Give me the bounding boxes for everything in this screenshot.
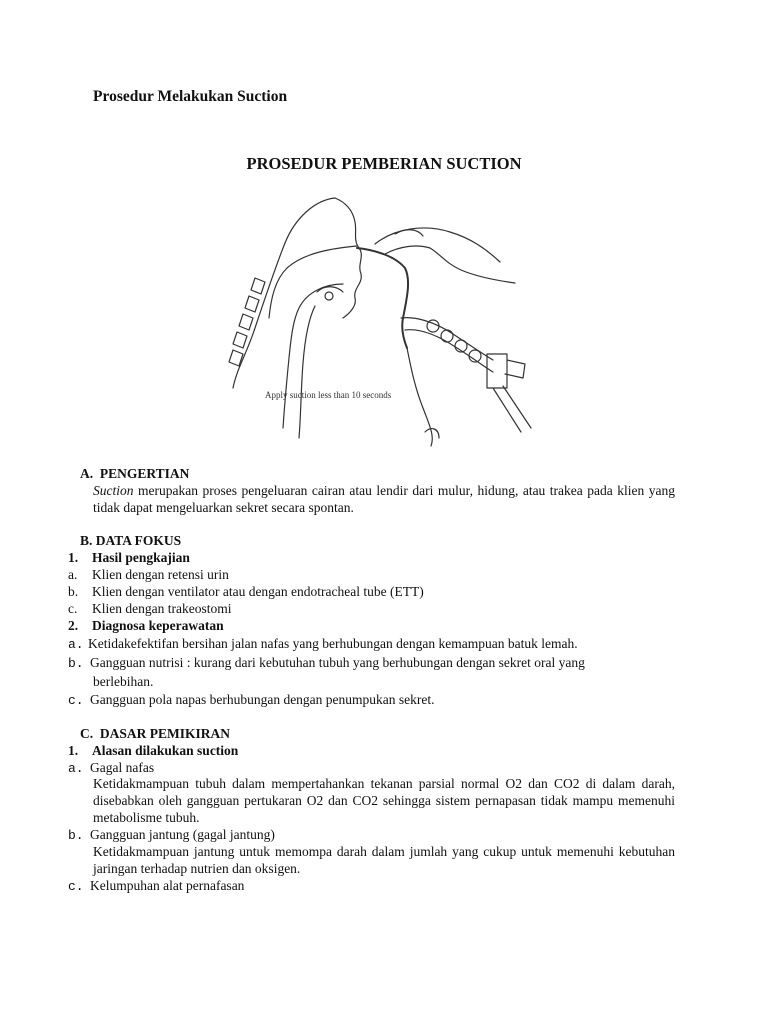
list-item bbox=[68, 635, 578, 653]
list-item-continuation: berlebihan. bbox=[93, 674, 154, 689]
list-item bbox=[68, 600, 231, 617]
list-item-description: Ketidakmampuan tubuh dalam mempertahankan tekanan parsial normal O2 dan CO2 di dalam darah, disebabkan oleh gangguan pertukaran O2 dan CO2 sehingga sistem pernapasan tidak mampu memenuhi metabolisme tubuh. bbox=[93, 776, 675, 825]
list-item bbox=[68, 583, 424, 600]
section-a-paragraph bbox=[93, 482, 675, 516]
list-marker: a. bbox=[68, 637, 84, 652]
list-text: Kelumpuhan alat pernafasan bbox=[90, 878, 245, 893]
list-text: Klien dengan retensi urin bbox=[92, 567, 229, 582]
suction-illustration bbox=[225, 188, 535, 453]
section-a-heading: A. PENGERTIAN bbox=[80, 466, 190, 481]
list-text: Gagal nafas bbox=[90, 760, 155, 775]
list-text: Ketidakefektifan bersihan jalan nafas yang berhubungan dengan kemampuan batuk lemah. bbox=[88, 636, 578, 651]
section-c-sub1-number: 1. bbox=[68, 743, 79, 758]
section-b-heading: B. DATA FOKUS bbox=[80, 533, 182, 548]
section-b-sub2-number: 2. bbox=[68, 618, 79, 633]
list-text: Klien dengan ventilator atau dengan endotracheal tube (ETT) bbox=[92, 584, 424, 599]
section-b-sub1-number: 1. bbox=[68, 550, 79, 565]
section-c-sub1 bbox=[68, 742, 238, 759]
section-c-heading: C. DASAR PEMIKIRAN bbox=[80, 726, 231, 741]
list-text: Gangguan jantung (gagal jantung) bbox=[90, 827, 275, 842]
section-b-sub2-title: Diagnosa keperawatan bbox=[92, 618, 224, 633]
list-marker: c. bbox=[68, 601, 78, 616]
list-marker: a. bbox=[68, 567, 78, 582]
section-b-sub1 bbox=[68, 549, 190, 566]
list-text: Gangguan nutrisi : kurang dari kebutuhan tubuh yang berhubungan dengan sekret oral yang bbox=[90, 655, 585, 670]
main-title: PROSEDUR PEMBERIAN SUCTION bbox=[246, 154, 522, 173]
list-text: Gangguan pola napas berhubungan dengan penumpukan sekret. bbox=[90, 692, 435, 707]
list-marker: b. bbox=[68, 828, 84, 843]
list-marker: b. bbox=[68, 584, 79, 599]
list-marker: c. bbox=[68, 693, 84, 708]
section-c-sub1-title: Alasan dilakukan suction bbox=[92, 743, 239, 758]
list-item-description: Ketidakmampuan jantung untuk memompa darah dalam jumlah yang cukup untuk memenuhi kebutuhan jaringan terhadap nutrien dan oksigen. bbox=[93, 844, 675, 876]
list-item bbox=[68, 877, 244, 895]
list-item bbox=[68, 654, 585, 672]
section-b-sub2 bbox=[68, 617, 224, 634]
list-item bbox=[68, 566, 229, 583]
figure-caption: Apply suction less than 10 seconds bbox=[265, 390, 392, 400]
section-a-term: Suction bbox=[93, 483, 134, 498]
list-marker: c. bbox=[68, 879, 84, 894]
section-b-sub1-title: Hasil pengkajian bbox=[92, 550, 190, 565]
list-marker: b. bbox=[68, 656, 84, 671]
list-marker: a. bbox=[68, 761, 84, 776]
list-item bbox=[68, 826, 275, 844]
list-item bbox=[68, 691, 435, 709]
section-a-text: merupakan proses pengeluaran cairan atau lendir dari mulur, hidung, atau trakea pada klien yang tidak dapat mengeluarkan sekret secara spontan. bbox=[93, 483, 675, 515]
document-header-title: Prosedur Melakukan Suction bbox=[93, 88, 288, 105]
list-text: Klien dengan trakeostomi bbox=[92, 601, 232, 616]
